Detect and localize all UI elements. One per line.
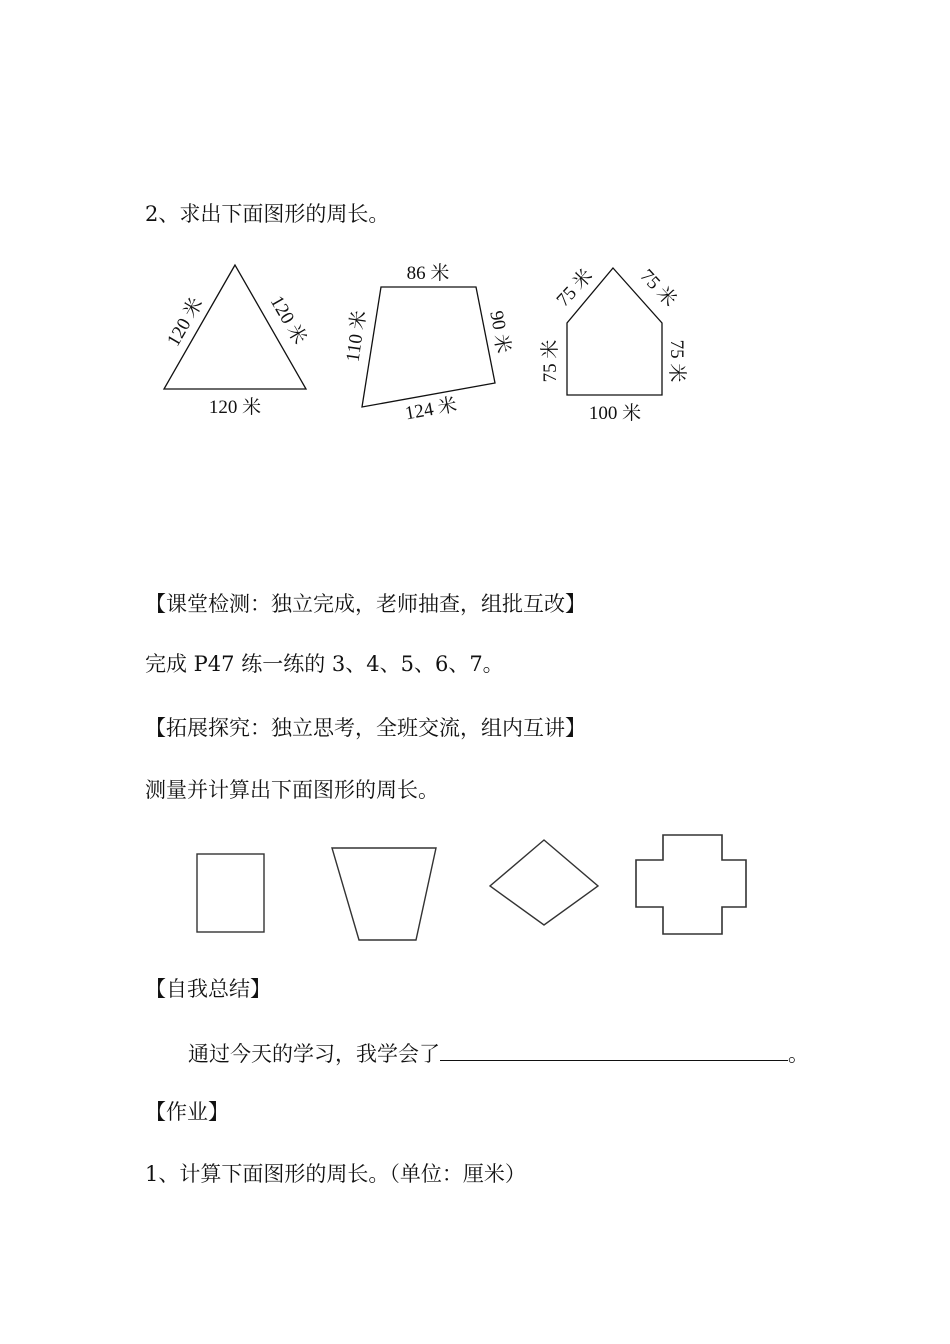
quadrilateral-left-label: 110 米	[342, 309, 371, 364]
extension-heading: 【拓展探究：独立思考，全班交流，组内互讲】	[145, 716, 586, 740]
extension-task: 测量并计算出下面图形的周长。	[145, 778, 439, 802]
house-wall-right-label: 75 米	[666, 339, 687, 383]
trapezoid-shape	[332, 848, 436, 940]
cross-shape	[636, 835, 746, 934]
classroom-check-task: 完成 P47 练一练的 3、4、5、6、7。	[145, 652, 504, 676]
self-summary-heading: 【自我总结】	[145, 977, 271, 1001]
quadrilateral-bottom-label: 124 米	[403, 394, 459, 425]
house-roof-left-label: 75 米	[552, 265, 598, 312]
house-figure	[535, 255, 700, 430]
quadrilateral-figure	[335, 255, 525, 430]
quadrilateral-right-label: 90 米	[485, 309, 514, 355]
self-summary-suffix: 。	[788, 1042, 809, 1066]
triangle-right-label: 120 米	[265, 292, 310, 349]
measure-shapes	[185, 830, 765, 945]
triangle-figure	[150, 255, 320, 430]
rhombus-shape	[490, 840, 598, 925]
answer-blank[interactable]	[440, 1038, 788, 1061]
quadrilateral-top-label: 86 米	[406, 263, 450, 284]
homework-heading: 【作业】	[145, 1100, 229, 1124]
self-summary-prefix: 通过今天的学习，我学会了	[188, 1042, 440, 1066]
triangle-left-label: 120 米	[163, 294, 208, 351]
house-wall-left-label: 75 米	[540, 339, 561, 383]
house-roof-right-label: 75 米	[635, 265, 681, 312]
rectangle-shape	[197, 854, 264, 932]
classroom-check-heading: 【课堂检测：独立完成，老师抽查，组批互改】	[145, 592, 586, 616]
house-bottom-label: 100 米	[588, 403, 642, 424]
self-summary-sentence	[188, 1038, 809, 1068]
question-2-title: 2、求出下面图形的周长。	[145, 202, 390, 226]
triangle-bottom-label: 120 米	[208, 397, 262, 418]
quadrilateral-shape	[362, 287, 495, 407]
homework-task: 1、计算下面图形的周长。（单位：厘米）	[145, 1162, 526, 1186]
